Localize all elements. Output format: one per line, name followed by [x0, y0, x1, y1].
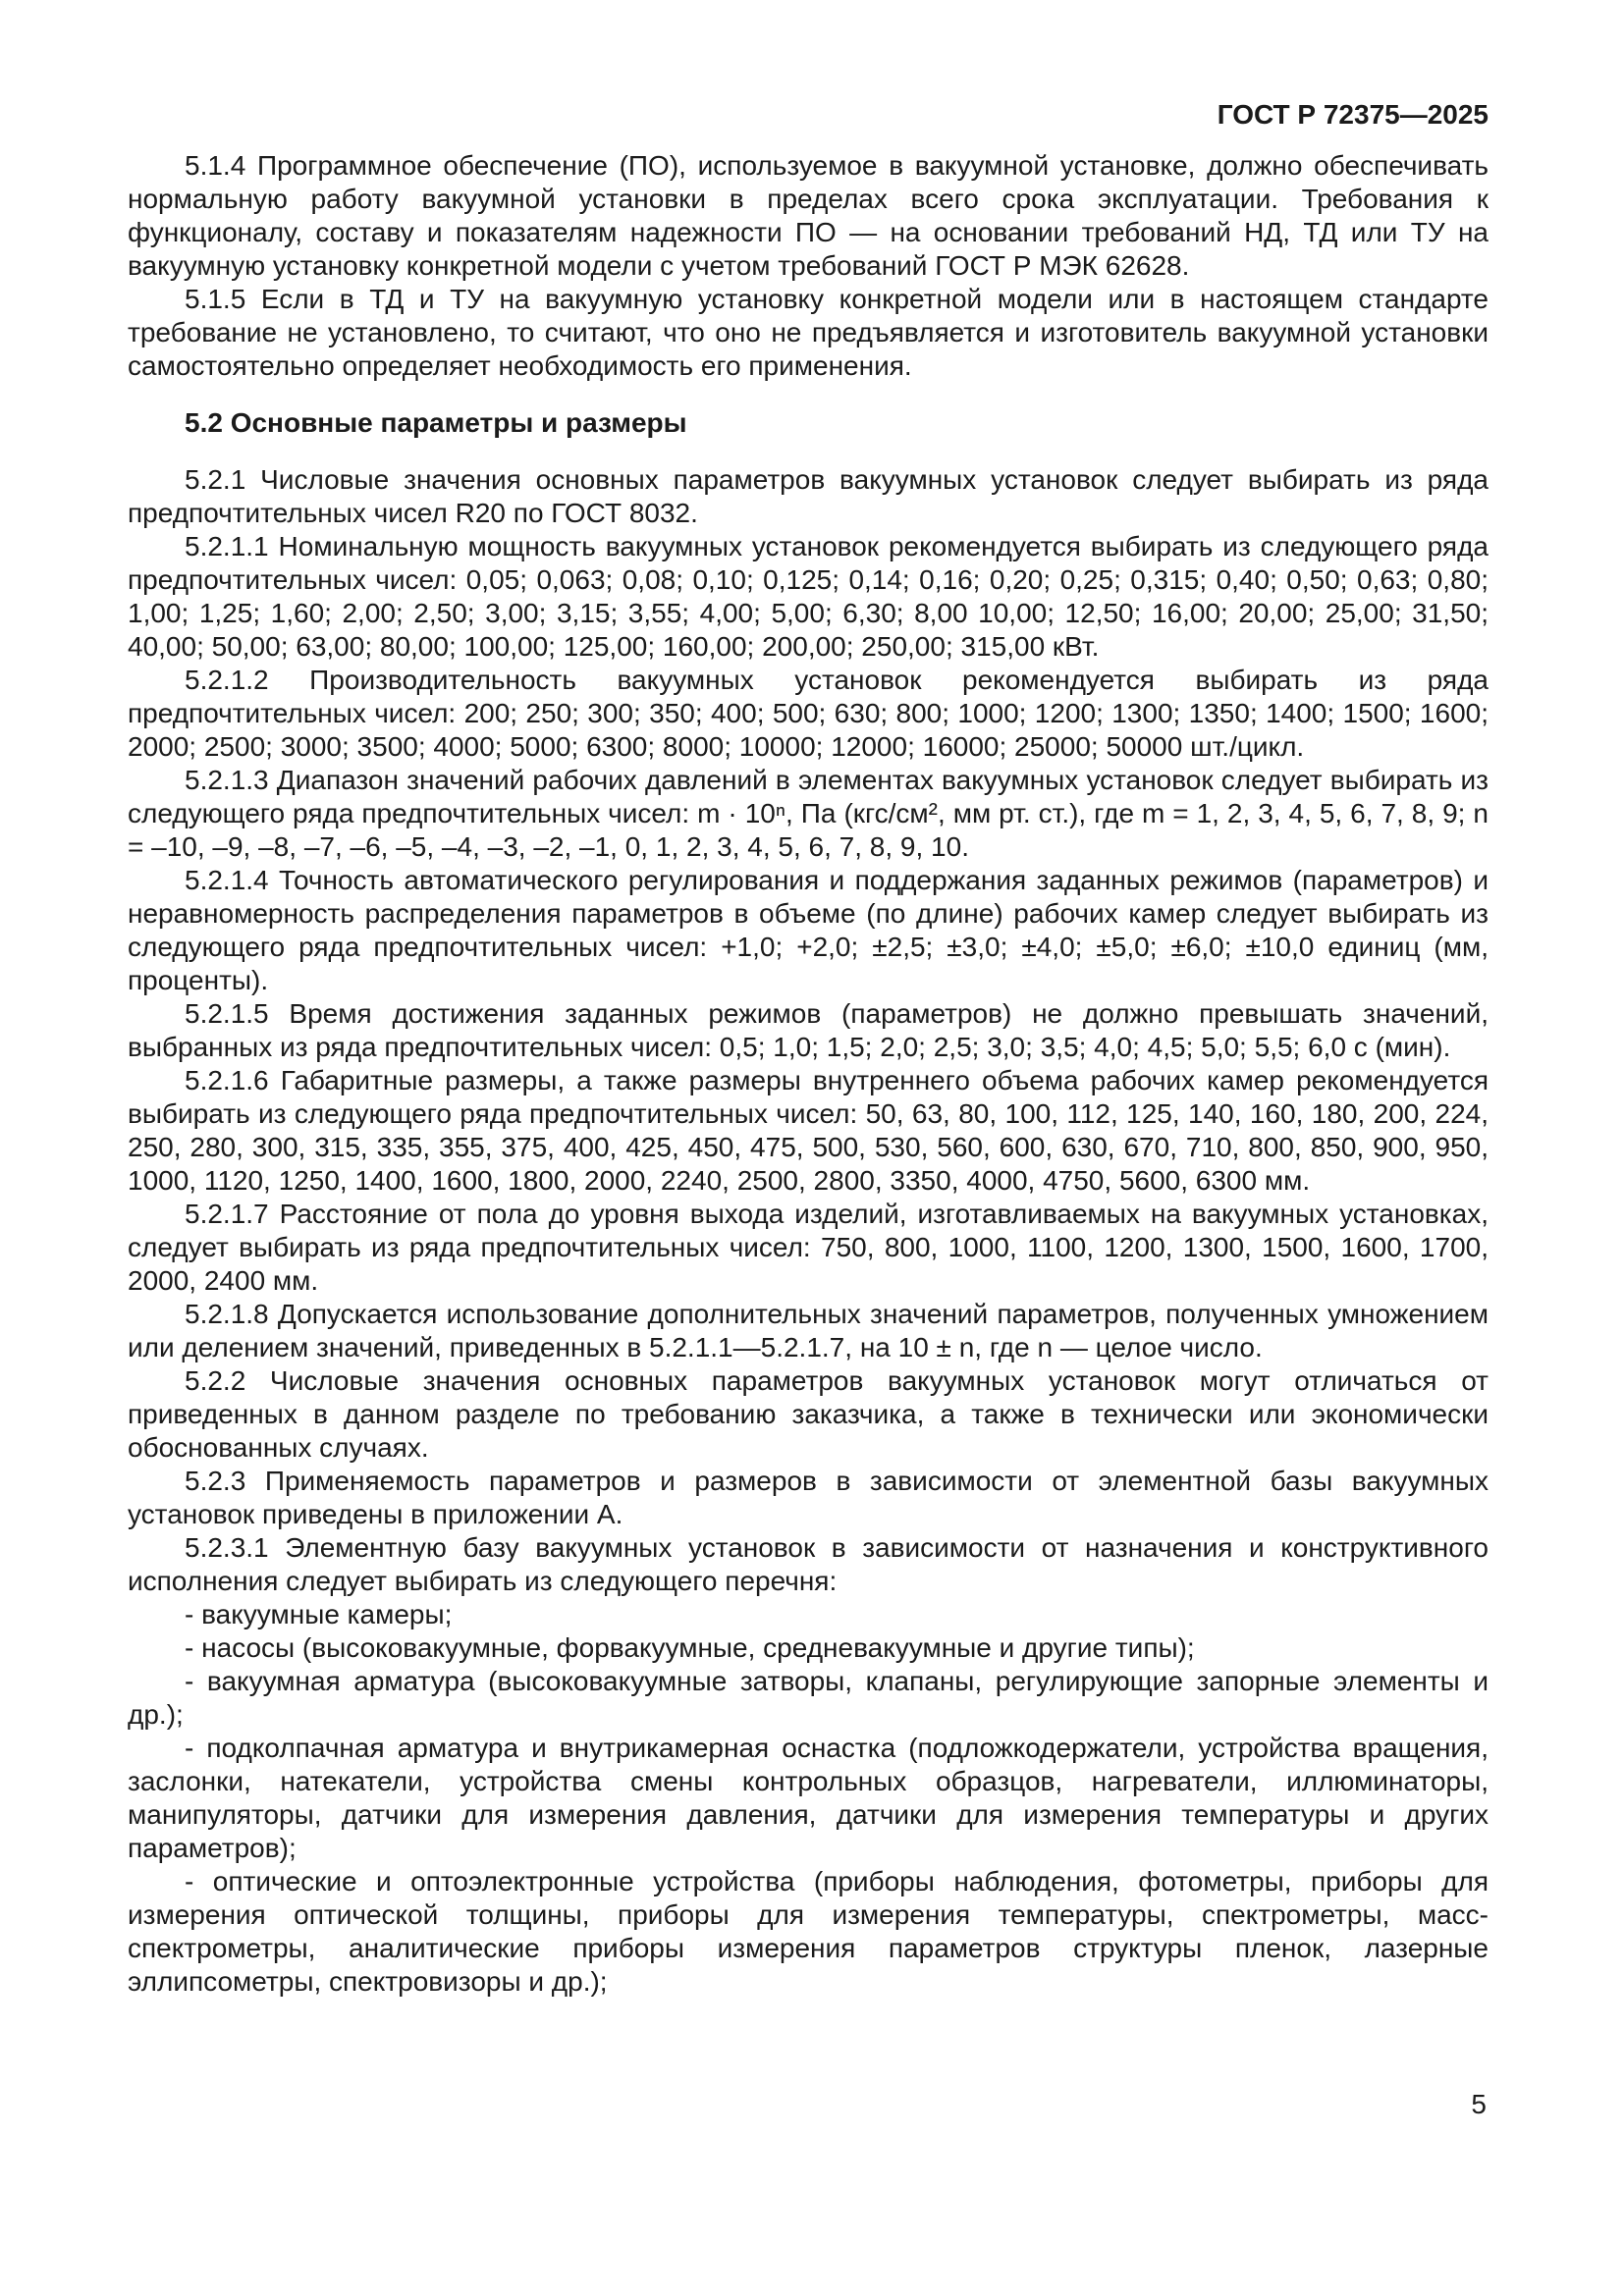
- paragraph-5-2-1-6: 5.2.1.6 Габаритные размеры, а также размеры внутреннего объема рабочих камер рекомендуется выбирать из следующего ряда предпочтительных чисел: 50, 63, 80, 100, 112, 125, 140, 160, 180, 200, 224, 250, 280, 300, 315, 335, 355, 375, 400, 425, 450, 475, 500, 530, 560, 600, 630, 670, 710, 800, 850, 900, 950, 1000, 1120, 1250, 1400, 1600, 1800, 2000, 2240, 2500, 2800, 3350, 4000, 4750, 5600, 6300 мм.: [128, 1065, 1489, 1196]
- paragraph-5-2-3: 5.2.3 Применяемость параметров и размеров в зависимости от элементной базы вакуумных установок приведены в приложении А.: [128, 1466, 1489, 1529]
- paragraph-5-2-2: 5.2.2 Числовые значения основных параметров вакуумных установок могут отличаться от приведенных в данном разделе по требованию заказчика, а также в технически или экономически обоснованных случаях.: [128, 1365, 1489, 1463]
- running-header: ГОСТ Р 72375—2025: [1217, 99, 1489, 130]
- paragraph-5-2-3-1: 5.2.3.1 Элементную базу вакуумных установок в зависимости от назначения и конструктивного исполнения следует выбирать из следующего перечня:: [128, 1532, 1489, 1596]
- paragraph-5-2-1-7: 5.2.1.7 Расстояние от пола до уровня выхода изделий, изготавливаемых на вакуумных установках, следует выбирать из ряда предпочтительных чисел: 750, 800, 1000, 1100, 1200, 1300, 1500, 1600, 1700, 2000, 2400 мм.: [128, 1199, 1489, 1296]
- list-item-bell-jar-fittings: - подколпачная арматура и внутрикамерная оснастка (подложкодержатели, устройства вращения, заслонки, натекатели, устройства смены контрольных образцов, нагреватели, иллюминаторы, манипуляторы, датчики для измерения давления, датчики для измерения температуры и других параметров);: [128, 1733, 1489, 1863]
- paragraph-5-1-4: 5.1.4 Программное обеспечение (ПО), используемое в вакуумной установке, должно обеспечивать нормальную работу вакуумной установки в пределах всего срока эксплуатации. Требования к функционалу, составу и показателям надежности ПО — на основании требований НД, ТД или ТУ на вакуумную установку конкретной модели с учетом требований ГОСТ Р МЭК 62628.: [128, 150, 1489, 281]
- list-item-vacuum-chambers: - вакуумные камеры;: [185, 1599, 453, 1629]
- paragraph-5-2-1-1: 5.2.1.1 Номинальную мощность вакуумных установок рекомендуется выбирать из следующего ряда предпочтительных чисел: 0,05; 0,063; 0,08; 0,10; 0,125; 0,14; 0,16; 0,20; 0,25; 0,315; 0,40; 0,50; 0,63; 0,80; 1,00; 1,25; 1,60; 2,00; 2,50; 3,00; 3,15; 3,55; 4,00; 5,00; 6,30; 8,00 10,00; 12,50; 16,00; 20,00; 25,00; 31,50; 40,00; 50,00; 63,00; 80,00; 100,00; 125,00; 160,00; 200,00; 250,00; 315,00 кВт.: [128, 531, 1489, 662]
- document-content: [128, 149, 1489, 1999]
- paragraph-5-2-1-8: 5.2.1.8 Допускается использование дополнительных значений параметров, полученных умножением или делением значений, приведенных в 5.2.1.1—5.2.1.7, на 10 ± n, где n — целое число.: [128, 1299, 1489, 1362]
- paragraph-5-2-1: 5.2.1 Числовые значения основных параметров вакуумных установок следует выбирать из ряда предпочтительных чисел R20 по ГОСТ 8032.: [128, 464, 1489, 528]
- paragraph-5-1-5: 5.1.5 Если в ТД и ТУ на вакуумную установку конкретной модели или в настоящем стандарте требование не установлено, то считают, что оно не предъявляется и изготовитель вакуумной установки самостоятельно определяет необходимость его применения.: [128, 284, 1489, 381]
- paragraph-5-2-1-5: 5.2.1.5 Время достижения заданных режимов (параметров) не должно превышать значений, выбранных из ряда предпочтительных чисел: 0,5; 1,0; 1,5; 2,0; 2,5; 3,0; 3,5; 4,0; 4,5; 5,0; 5,5; 6,0 с (мин).: [128, 998, 1489, 1062]
- paragraph-5-2-1-2: 5.2.1.2 Производительность вакуумных установок рекомендуется выбирать из ряда предпочтительных чисел: 200; 250; 300; 350; 400; 500; 630; 800; 1000; 1200; 1300; 1350; 1400; 1500; 1600; 2000; 2500; 3000; 3500; 4000; 5000; 6300; 8000; 10000; 12000; 16000; 25000; 50000 шт./цикл.: [128, 665, 1489, 762]
- list-item-pumps: - насосы (высоковакуумные, форвакуумные, средневакуумные и другие типы);: [185, 1632, 1195, 1663]
- section-heading-5-2: 5.2 Основные параметры и размеры: [185, 407, 687, 438]
- page-number: 5: [1471, 2089, 1487, 2119]
- paragraph-5-2-1-4: 5.2.1.4 Точность автоматического регулирования и поддержания заданных режимов (параметров) и неравномерность распределения параметров в объеме (по длине) рабочих камер следует выбирать из следующего ряда предпочтительных чисел: +1,0; +2,0; ±2,5; ±3,0; ±4,0; ±5,0; ±6,0; ±10,0 единиц (мм, проценты).: [128, 865, 1489, 995]
- paragraph-5-2-1-3: 5.2.1.3 Диапазон значений рабочих давлений в элементах вакуумных установок следует выбирать из следующего ряда предпочтительных чисел: m · 10ⁿ, Па (кгс/см², мм рт. ст.), где m = 1, 2, 3, 4, 5, 6, 7, 8, 9; n = –10, –9, –8, –7, –6, –5, –4, –3, –2, –1, 0, 1, 2, 3, 4, 5, 6, 7, 8, 9, 10.: [128, 765, 1489, 862]
- list-item-vacuum-fittings: - вакуумная арматура (высоковакуумные затворы, клапаны, регулирующие запорные элементы и др.);: [128, 1666, 1489, 1730]
- list-item-optical-devices: - оптические и оптоэлектронные устройства (приборы наблюдения, фотометры, приборы для измерения оптической толщины, приборы для измерения температуры, спектрометры, масс-спектрометры, аналитические приборы измерения параметров структуры пленок, лазерные эллипсометры, спектровизоры и др.);: [128, 1866, 1489, 1997]
